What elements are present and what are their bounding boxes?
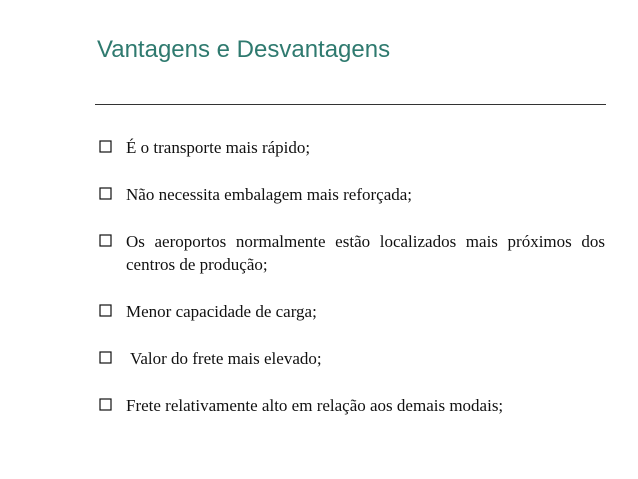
bullet-list	[99, 136, 605, 441]
list-item	[99, 136, 605, 159]
list-item-text: Os aeroportos normalmente estão localizados mais próximos dos centros de produção;	[126, 232, 605, 274]
list-item	[99, 394, 605, 417]
hollow-square-bullet-icon	[99, 140, 112, 153]
hollow-square-bullet-icon	[99, 304, 112, 317]
list-item	[99, 230, 605, 276]
hollow-square-bullet-icon	[99, 351, 112, 364]
list-item-text: É o transporte mais rápido;	[126, 138, 311, 157]
list-item-text: Não necessita embalagem mais reforçada;	[126, 185, 413, 204]
list-item	[99, 347, 605, 370]
list-item	[99, 300, 605, 323]
hollow-square-bullet-icon	[99, 398, 112, 411]
hollow-square-bullet-icon	[99, 234, 112, 247]
slide-title: Vantagens e Desvantagens	[97, 36, 391, 63]
list-item-text: Valor do frete mais elevado;	[126, 349, 322, 368]
list-item	[99, 183, 605, 206]
title-divider	[95, 104, 606, 105]
list-item-text: Frete relativamente alto em relação aos demais modais;	[126, 396, 504, 415]
hollow-square-bullet-icon	[99, 187, 112, 200]
list-item-text: Menor capacidade de carga;	[126, 302, 317, 321]
